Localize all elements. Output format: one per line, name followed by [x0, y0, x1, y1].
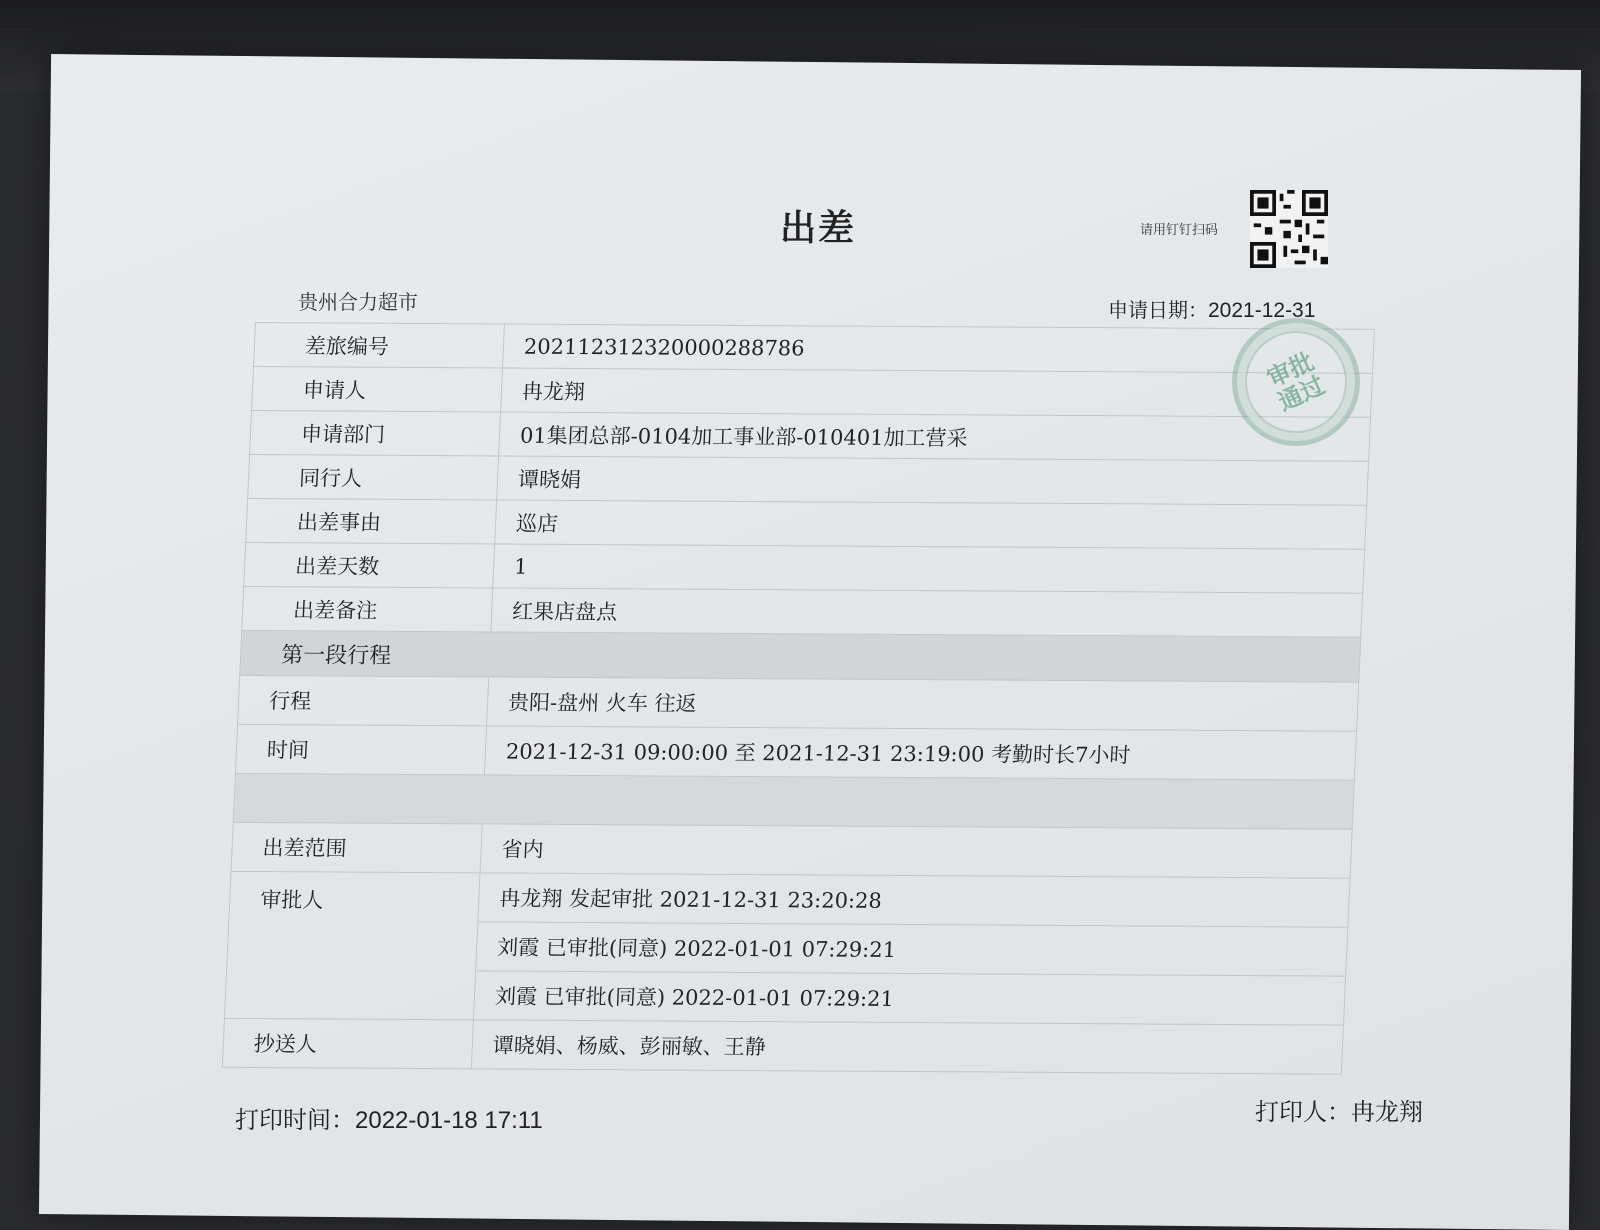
table-row: [250, 410, 1371, 461]
field-label: 申请部门: [250, 410, 501, 456]
field-label: 行程: [238, 675, 489, 726]
field-label: 申请人: [252, 366, 503, 412]
field-value: 红果店盘点: [491, 588, 1363, 637]
table-row: [248, 454, 1369, 505]
apply-date-label: 申请日期：: [1108, 298, 1208, 322]
approvers-label: 审批人: [224, 871, 480, 1019]
company-name: 贵州合力超市: [298, 290, 418, 314]
segment-title: 第一段行程: [240, 630, 1361, 682]
print-time: [235, 1100, 543, 1135]
field-value: 省内: [480, 824, 1352, 878]
table-row: [229, 871, 1350, 927]
printer-value: 冉龙翔: [1351, 1098, 1423, 1126]
table-row: [246, 498, 1367, 549]
approver-entry: 冉龙翔 发起审批 2021-12-31 23:20:28: [478, 873, 1350, 927]
stamp-text: 审批通过: [1262, 346, 1330, 417]
printer: [1255, 1092, 1423, 1127]
section-header-row: [240, 630, 1361, 682]
field-value: 贵阳-盘州 火车 往返: [487, 677, 1359, 731]
field-value: 01集团总部-0104加工事业部-010401加工营采: [499, 412, 1371, 461]
table-row: [238, 675, 1359, 731]
printer-label: 打印人：: [1255, 1098, 1351, 1126]
field-label: 差旅编号: [254, 323, 505, 369]
field-label: 出差范围: [231, 822, 482, 873]
field-label: 时间: [235, 724, 486, 775]
field-value: 冉龙翔: [501, 368, 1373, 417]
approver-entry: 刘霞 已审批(同意) 2022-01-01 07:29:21: [476, 922, 1348, 976]
qr-code-icon: [1248, 190, 1330, 268]
field-label: 同行人: [248, 454, 499, 500]
print-time-label: 打印时间：: [235, 1106, 355, 1134]
apply-date-value: 2021-12-31: [1208, 299, 1316, 322]
field-value: 202112312320000288786: [503, 324, 1375, 373]
table-row: [235, 724, 1356, 780]
field-label: 出差备注: [242, 586, 493, 632]
field-label: 出差天数: [244, 542, 495, 588]
qr-caption: 请用钉钉扫码: [1140, 223, 1219, 238]
table-row: [244, 542, 1365, 593]
field-value: 谭晓娟、杨威、彭丽敏、王静: [471, 1020, 1343, 1074]
table-row: [254, 323, 1375, 374]
field-label: 抄送人: [222, 1018, 473, 1069]
table-row: [242, 586, 1363, 637]
print-time-value: 2022-01-18 17:11: [355, 1107, 543, 1134]
field-label: 出差事由: [246, 498, 497, 544]
approver-entry: 刘霞 已审批(同意) 2022-01-01 07:29:21: [473, 971, 1345, 1025]
field-value: 巡店: [495, 500, 1367, 549]
spacer-row: [233, 773, 1354, 829]
field-value: 1: [493, 544, 1365, 593]
document-title: 出差: [780, 207, 857, 249]
table-row: [222, 1018, 1343, 1074]
travel-details-table: [222, 322, 1375, 1075]
field-value: 2021-12-31 09:00:00 至 2021-12-31 23:19:00 考勤时长7小时: [484, 726, 1356, 780]
table-row: [252, 366, 1373, 417]
field-value: 谭晓娟: [497, 456, 1369, 505]
table-row: [231, 822, 1352, 878]
